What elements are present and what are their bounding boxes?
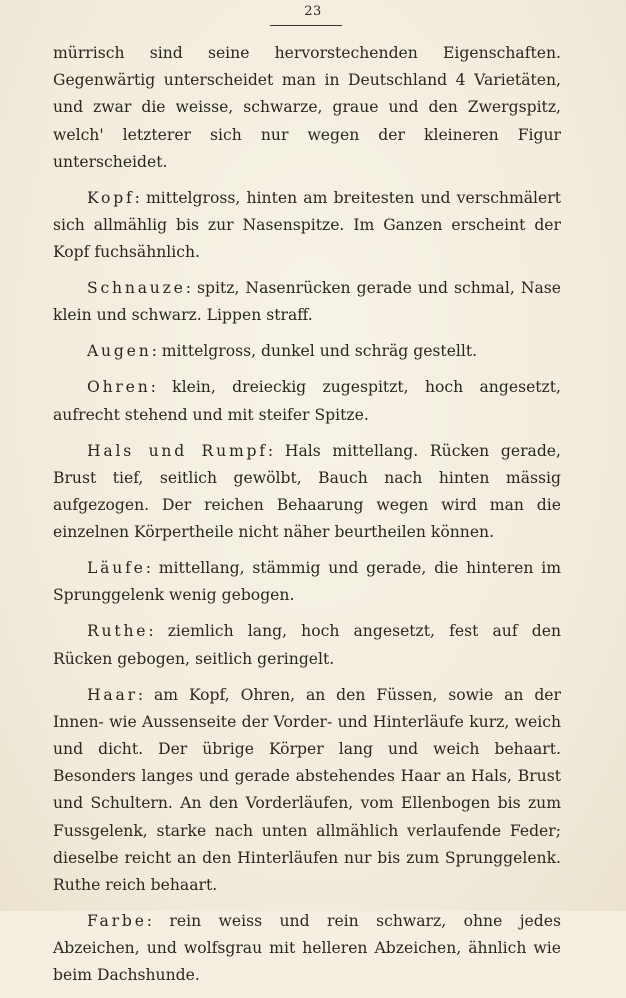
paragraph-text: : Hals mittellang. Rücken gerade, Brust tief, seitlich gewölbt, Bauch nach hinten mässig aufgezogen. Der reichen Behaarung wegen wird man die einzelnen Körpertheile nicht näher beurtheilen können. — [53, 441, 561, 542]
page-number: 23 — [304, 4, 322, 19]
paragraph-text: : klein, dreieckig zugespitzt, hoch angesetzt, aufrecht stehend und mit steifer Spitze. — [53, 378, 561, 424]
paragraph-ruthe — [53, 618, 561, 672]
paragraph-ohren — [53, 374, 561, 428]
paragraph-intro-continuation — [53, 40, 561, 176]
paragraph-haar — [53, 682, 561, 900]
paragraph-text: : mittelgross, dunkel und schräg gestellt. — [151, 342, 478, 361]
section-term: Augen — [87, 342, 152, 361]
section-term: Schnauze — [87, 279, 186, 298]
paragraph-kopf — [53, 185, 561, 267]
section-term: Haar — [87, 685, 138, 704]
section-term: Kopf — [87, 188, 135, 207]
paragraph-text: : spitz, Nasenrücken gerade und schmal, Nase klein und schwarz. Lippen straff. — [53, 279, 561, 325]
paragraph-text: : mittelgross, hinten am breitesten und verschmälert sich allmählig bis zur Nasenspitze. Im Ganzen erscheint der Kopf fuchsähnlich. — [53, 188, 561, 262]
paragraph-farbe — [53, 908, 561, 990]
paragraph-augen — [53, 338, 561, 365]
section-term: Farbe — [87, 912, 147, 931]
section-term: Ruthe — [87, 622, 149, 641]
section-term: Läufe — [87, 559, 146, 578]
paragraph-laeufe — [53, 555, 561, 609]
paragraph-text: : ziemlich lang, hoch angesetzt, fest auf den Rücken gebogen, seitlich geringelt. — [53, 622, 561, 668]
body-text — [53, 40, 561, 998]
header-rule — [270, 25, 342, 26]
paragraph-text: : mittellang, stämmig und gerade, die hinteren im Sprunggelenk wenig gebogen. — [53, 559, 561, 605]
section-term: Hals und Rumpf — [87, 441, 268, 460]
paragraph-text: : rein weiss und rein schwarz, ohne jedes Abzeichen, und wolfsgrau mit helleren Abzeichen, ähnlich wie beim Dachshunde. — [53, 912, 561, 985]
paragraph-text: : am Kopf, Ohren, an den Füssen, sowie an der Innen- wie Aussenseite der Vorder- und Hinterläufe kurz, weich und dicht. Der übrige Körper lang und weich behaart. Besonders langes und gerade abstehendes Haar an Hals, Brust und Schultern. An den Vorderläufen, vom Ellenbogen bis zum Fussgelenk, starke nach unten allmählich verlaufende Feder; dieselbe reicht an den Hinterläufen nur bis zum Sprunggelenk. Ruthe reich behaart. — [53, 685, 561, 895]
paragraph-hals-und-rumpf — [53, 438, 561, 547]
paragraph-text: mürrisch sind seine hervorstechenden Eigenschaften. Gegenwärtig unterscheidet man in Deutschland 4 Varietäten, und zwar die weisse, schwarze, graue und den Zwergspitz, welch' letzterer sich nur wegen der kleineren Figur unterscheidet. — [53, 44, 561, 171]
section-term: Ohren — [87, 378, 151, 397]
paragraph-schnauze — [53, 275, 561, 329]
